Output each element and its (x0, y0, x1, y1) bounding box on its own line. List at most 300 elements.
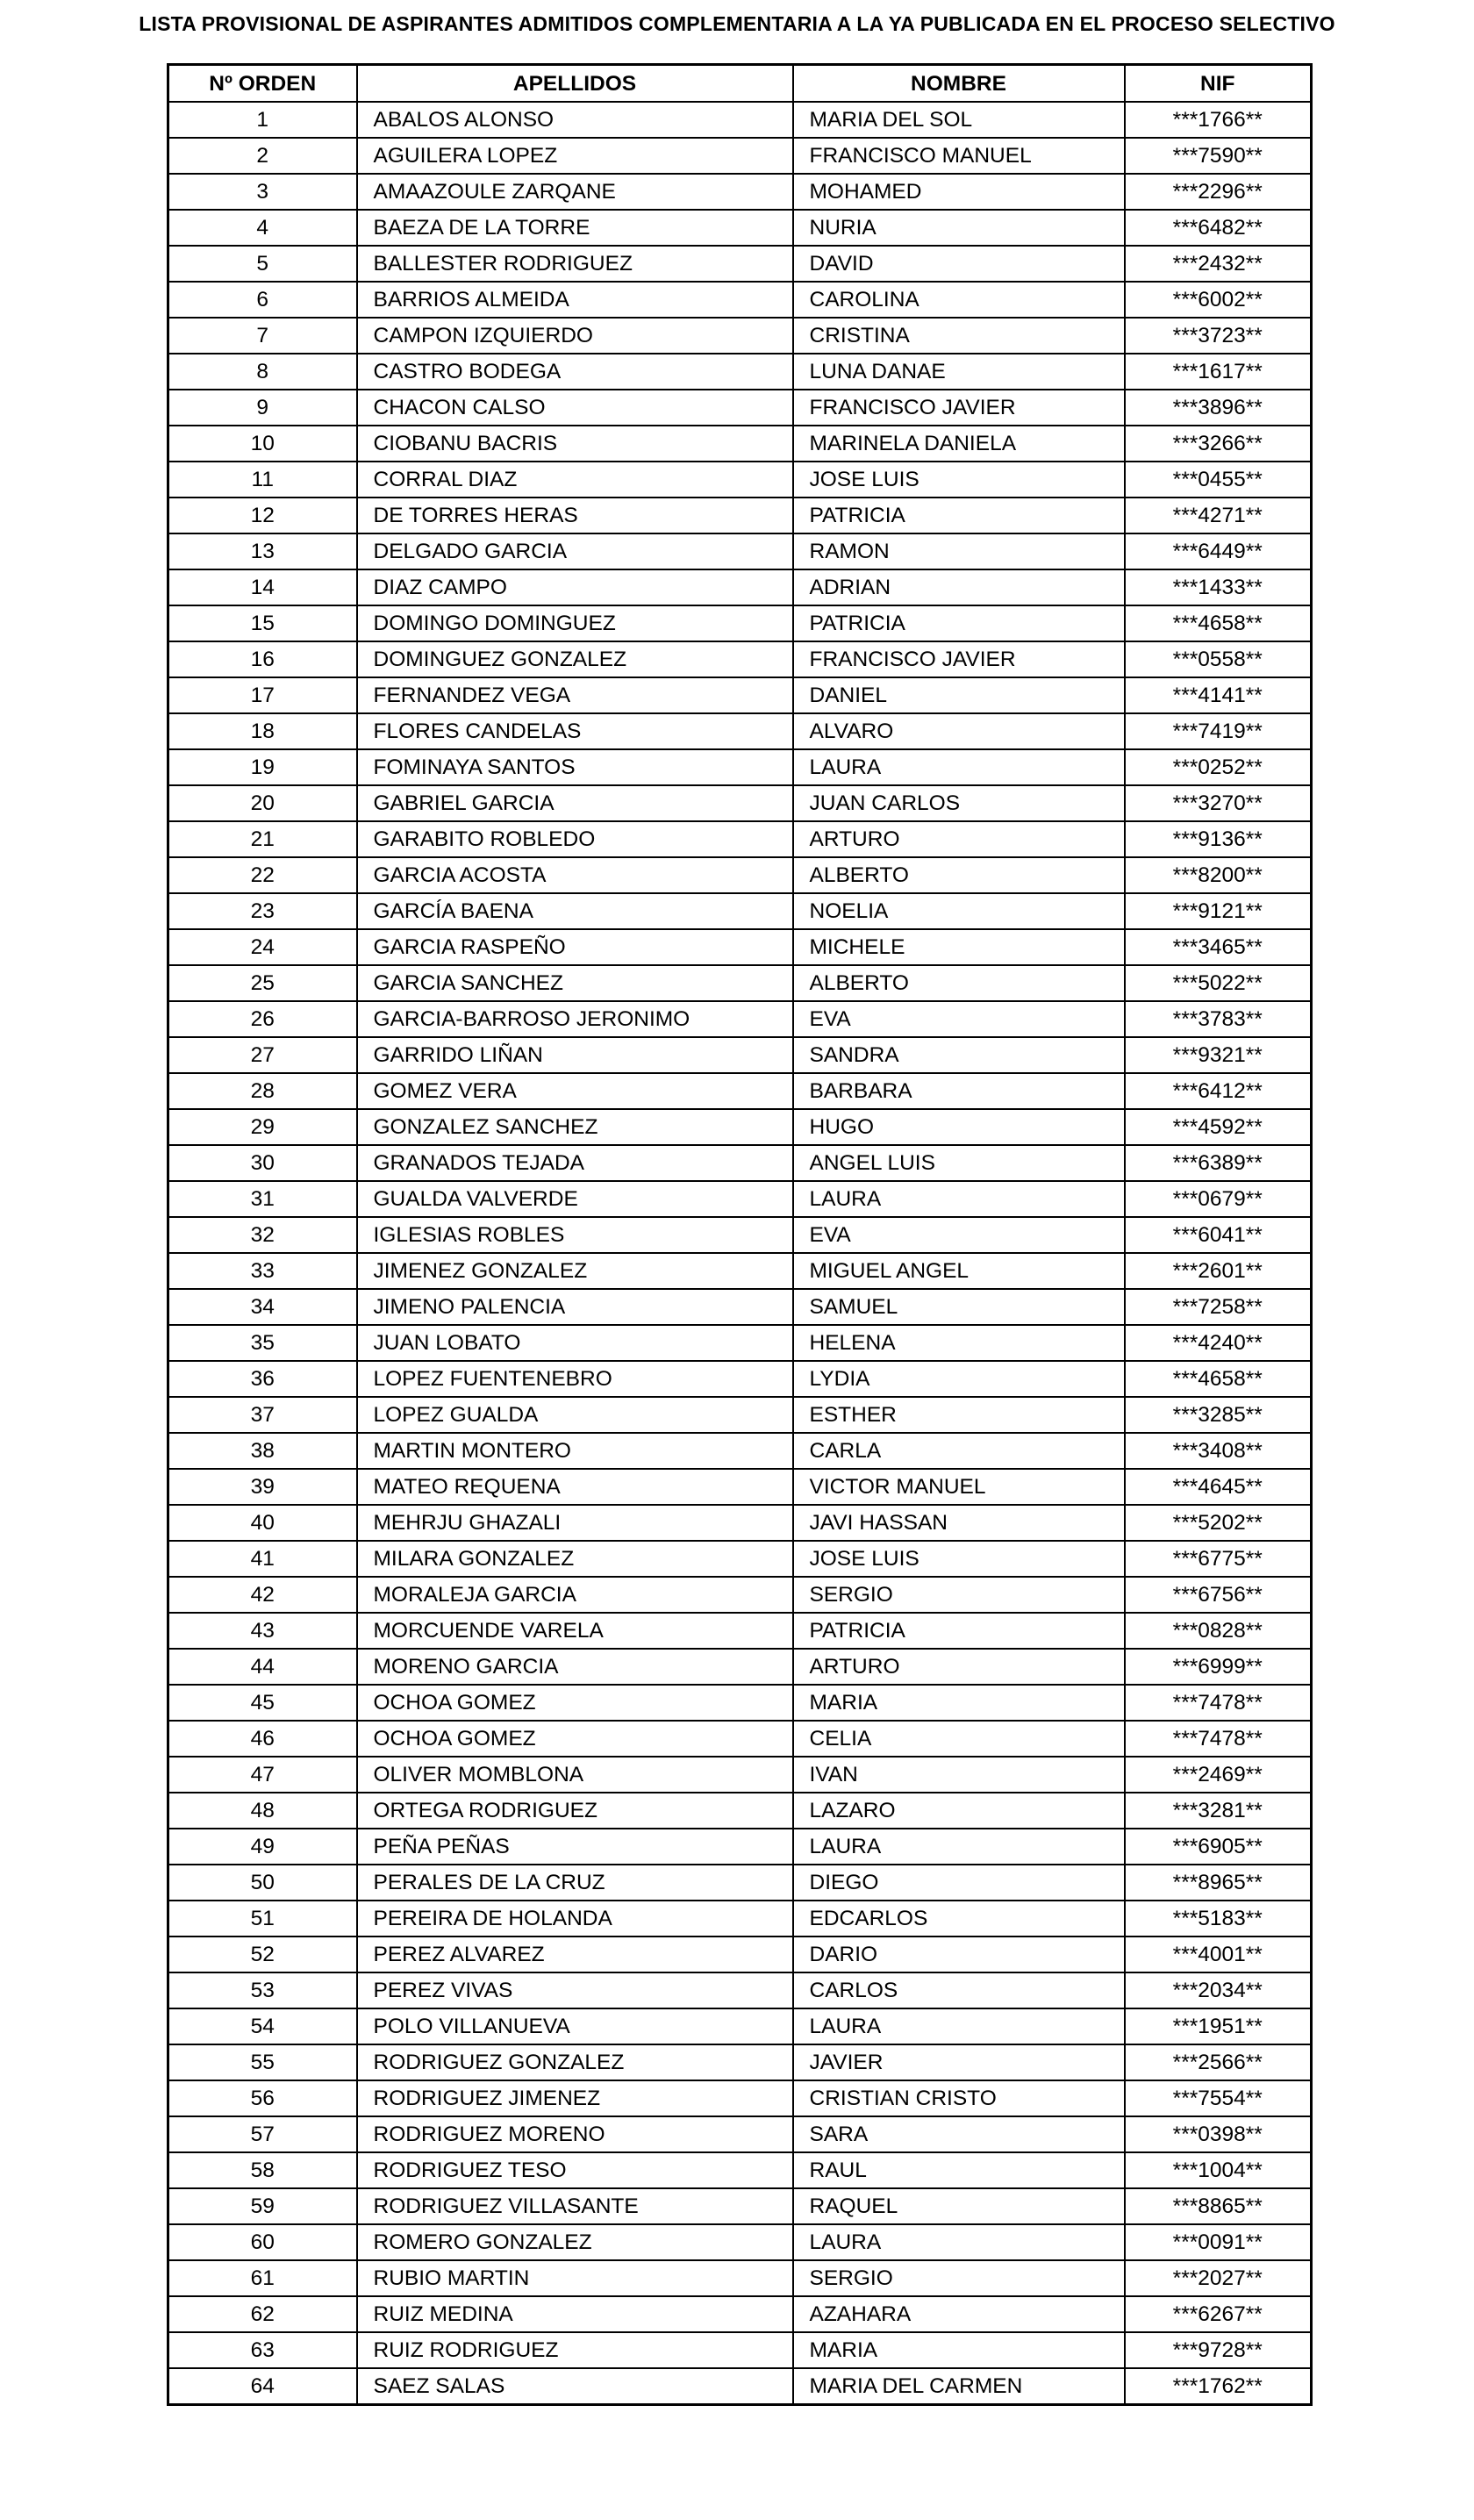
cell-orden: 37 (168, 1397, 357, 1433)
cell-nombre: FRANCISCO JAVIER (793, 641, 1125, 677)
cell-apellidos: BAEZA DE LA TORRE (357, 210, 793, 246)
cell-apellidos: BARRIOS ALMEIDA (357, 282, 793, 318)
cell-nif: ***1004** (1125, 2152, 1312, 2188)
cell-nif: ***9121** (1125, 893, 1312, 929)
table-row (168, 138, 1312, 174)
table-row (168, 210, 1312, 246)
table-row (168, 1829, 1312, 1865)
cell-apellidos: PEREZ VIVAS (357, 1972, 793, 2008)
cell-nombre: IVAN (793, 1757, 1125, 1793)
cell-orden: 23 (168, 893, 357, 929)
cell-apellidos: LOPEZ GUALDA (357, 1397, 793, 1433)
cell-apellidos: GARCIA ACOSTA (357, 857, 793, 893)
cell-apellidos: DIAZ CAMPO (357, 569, 793, 605)
cell-apellidos: DOMINGUEZ GONZALEZ (357, 641, 793, 677)
cell-apellidos: CHACON CALSO (357, 390, 793, 426)
cell-orden: 24 (168, 929, 357, 965)
cell-nif: ***7478** (1125, 1721, 1312, 1757)
cell-nif: ***6389** (1125, 1145, 1312, 1181)
cell-orden: 63 (168, 2332, 357, 2368)
cell-nombre: RAUL (793, 2152, 1125, 2188)
cell-nif: ***4141** (1125, 677, 1312, 713)
cell-orden: 7 (168, 318, 357, 354)
table-row (168, 1325, 1312, 1361)
cell-orden: 60 (168, 2224, 357, 2260)
cell-nif: ***2432** (1125, 246, 1312, 282)
cell-nombre: DIEGO (793, 1865, 1125, 1901)
cell-nombre: ARTURO (793, 1649, 1125, 1685)
cell-apellidos: RODRIGUEZ TESO (357, 2152, 793, 2188)
cell-nif: ***9321** (1125, 1037, 1312, 1073)
table-row (168, 1001, 1312, 1037)
cell-nif: ***4658** (1125, 605, 1312, 641)
cell-orden: 55 (168, 2044, 357, 2080)
cell-orden: 10 (168, 426, 357, 462)
cell-nombre: MARIA DEL CARMEN (793, 2368, 1125, 2405)
cell-nif: ***4658** (1125, 1361, 1312, 1397)
cell-nombre: LUNA DANAE (793, 354, 1125, 390)
cell-apellidos: CIOBANU BACRIS (357, 426, 793, 462)
cell-apellidos: RODRIGUEZ JIMENEZ (357, 2080, 793, 2116)
cell-nombre: JUAN CARLOS (793, 785, 1125, 821)
table-row (168, 1217, 1312, 1253)
cell-apellidos: GARCÍA BAENA (357, 893, 793, 929)
cell-apellidos: SAEZ SALAS (357, 2368, 793, 2405)
cell-nif: ***1617** (1125, 354, 1312, 390)
cell-nif: ***6041** (1125, 1217, 1312, 1253)
table-row (168, 318, 1312, 354)
cell-nif: ***3465** (1125, 929, 1312, 965)
cell-orden: 12 (168, 498, 357, 533)
cell-apellidos: FLORES CANDELAS (357, 713, 793, 749)
cell-nombre: DANIEL (793, 677, 1125, 713)
cell-nombre: ALVARO (793, 713, 1125, 749)
cell-nif: ***6449** (1125, 533, 1312, 569)
cell-apellidos: GUALDA VALVERDE (357, 1181, 793, 1217)
cell-orden: 64 (168, 2368, 357, 2405)
cell-orden: 51 (168, 1901, 357, 1937)
cell-nif: ***6775** (1125, 1541, 1312, 1577)
cell-nif: ***8200** (1125, 857, 1312, 893)
cell-nombre: ARTURO (793, 821, 1125, 857)
table-row (168, 1613, 1312, 1649)
table-row (168, 713, 1312, 749)
cell-apellidos: PERALES DE LA CRUZ (357, 1865, 793, 1901)
cell-apellidos: MATEO REQUENA (357, 1469, 793, 1505)
cell-orden: 21 (168, 821, 357, 857)
cell-orden: 32 (168, 1217, 357, 1253)
cell-orden: 2 (168, 138, 357, 174)
cell-nombre: RAQUEL (793, 2188, 1125, 2224)
cell-orden: 57 (168, 2116, 357, 2152)
cell-apellidos: DOMINGO DOMINGUEZ (357, 605, 793, 641)
cell-nif: ***2566** (1125, 2044, 1312, 2080)
cell-nif: ***0455** (1125, 462, 1312, 498)
table-row (168, 1721, 1312, 1757)
cell-nif: ***8865** (1125, 2188, 1312, 2224)
cell-nif: ***4645** (1125, 1469, 1312, 1505)
cell-orden: 4 (168, 210, 357, 246)
cell-apellidos: AGUILERA LOPEZ (357, 138, 793, 174)
cell-nombre: MARIA DEL SOL (793, 102, 1125, 138)
cell-apellidos: ORTEGA RODRIGUEZ (357, 1793, 793, 1829)
cell-orden: 38 (168, 1433, 357, 1469)
table-row (168, 1793, 1312, 1829)
cell-orden: 13 (168, 533, 357, 569)
cell-orden: 11 (168, 462, 357, 498)
cell-nif: ***0558** (1125, 641, 1312, 677)
cell-apellidos: JUAN LOBATO (357, 1325, 793, 1361)
cell-nombre: HELENA (793, 1325, 1125, 1361)
cell-nif: ***3281** (1125, 1793, 1312, 1829)
cell-nombre: JAVIER (793, 2044, 1125, 2080)
cell-nif: ***3266** (1125, 426, 1312, 462)
table-row (168, 390, 1312, 426)
table-row (168, 965, 1312, 1001)
table-row (168, 893, 1312, 929)
cell-orden: 19 (168, 749, 357, 785)
cell-orden: 20 (168, 785, 357, 821)
table-row (168, 2116, 1312, 2152)
cell-nif: ***1951** (1125, 2008, 1312, 2044)
admitted-candidates-table (167, 63, 1313, 2406)
cell-orden: 41 (168, 1541, 357, 1577)
cell-nif: ***7478** (1125, 1685, 1312, 1721)
cell-orden: 28 (168, 1073, 357, 1109)
cell-nif: ***4240** (1125, 1325, 1312, 1361)
cell-nombre: ALBERTO (793, 857, 1125, 893)
cell-nif: ***5183** (1125, 1901, 1312, 1937)
table-row (168, 1145, 1312, 1181)
cell-apellidos: POLO VILLANUEVA (357, 2008, 793, 2044)
cell-nombre: MOHAMED (793, 174, 1125, 210)
cell-nif: ***6002** (1125, 282, 1312, 318)
cell-apellidos: GOMEZ VERA (357, 1073, 793, 1109)
table-row (168, 2260, 1312, 2296)
cell-apellidos: RUIZ RODRIGUEZ (357, 2332, 793, 2368)
table-row (168, 1901, 1312, 1937)
table-row (168, 1361, 1312, 1397)
cell-apellidos: RODRIGUEZ MORENO (357, 2116, 793, 2152)
table-row (168, 174, 1312, 210)
cell-nombre: SARA (793, 2116, 1125, 2152)
cell-orden: 3 (168, 174, 357, 210)
table-row (168, 1685, 1312, 1721)
column-header-nif: NIF (1125, 65, 1312, 103)
cell-nombre: DARIO (793, 1937, 1125, 1972)
cell-orden: 8 (168, 354, 357, 390)
cell-apellidos: CAMPON IZQUIERDO (357, 318, 793, 354)
table-row (168, 1037, 1312, 1073)
table-row (168, 857, 1312, 893)
table-row (168, 354, 1312, 390)
cell-apellidos: IGLESIAS ROBLES (357, 1217, 793, 1253)
cell-orden: 1 (168, 102, 357, 138)
cell-nombre: LAURA (793, 2008, 1125, 2044)
cell-apellidos: GABRIEL GARCIA (357, 785, 793, 821)
cell-orden: 16 (168, 641, 357, 677)
cell-nombre: BARBARA (793, 1073, 1125, 1109)
cell-orden: 48 (168, 1793, 357, 1829)
cell-nombre: CELIA (793, 1721, 1125, 1757)
table-row (168, 1109, 1312, 1145)
cell-nif: ***2296** (1125, 174, 1312, 210)
cell-apellidos: GRANADOS TEJADA (357, 1145, 793, 1181)
cell-orden: 59 (168, 2188, 357, 2224)
cell-nif: ***6267** (1125, 2296, 1312, 2332)
cell-nif: ***5022** (1125, 965, 1312, 1001)
table-row (168, 641, 1312, 677)
cell-nombre: JOSE LUIS (793, 462, 1125, 498)
cell-nif: ***1766** (1125, 102, 1312, 138)
table-row (168, 1181, 1312, 1217)
cell-nombre: PATRICIA (793, 605, 1125, 641)
cell-nif: ***2027** (1125, 2260, 1312, 2296)
document-title: LISTA PROVISIONAL DE ASPIRANTES ADMITIDOS COMPLEMENTARIA A LA YA PUBLICADA EN EL PROCESO SELECTIVO (139, 12, 1335, 35)
cell-apellidos: GARCIA RASPEÑO (357, 929, 793, 965)
table-row (168, 498, 1312, 533)
table-row (168, 749, 1312, 785)
table-row (168, 2368, 1312, 2405)
cell-nombre: CARLOS (793, 1972, 1125, 2008)
cell-nombre: NOELIA (793, 893, 1125, 929)
cell-nombre: MARIA (793, 2332, 1125, 2368)
cell-nif: ***7258** (1125, 1289, 1312, 1325)
cell-orden: 45 (168, 1685, 357, 1721)
cell-nif: ***6756** (1125, 1577, 1312, 1613)
column-header-nombre: NOMBRE (793, 65, 1125, 103)
table-row (168, 2332, 1312, 2368)
cell-nombre: NURIA (793, 210, 1125, 246)
cell-apellidos: CASTRO BODEGA (357, 354, 793, 390)
cell-nombre: SERGIO (793, 1577, 1125, 1613)
cell-apellidos: GARRIDO LIÑAN (357, 1037, 793, 1073)
cell-orden: 61 (168, 2260, 357, 2296)
cell-nif: ***2034** (1125, 1972, 1312, 2008)
cell-orden: 25 (168, 965, 357, 1001)
cell-apellidos: GARCIA-BARROSO JERONIMO (357, 1001, 793, 1037)
cell-nombre: CAROLINA (793, 282, 1125, 318)
cell-nif: ***3783** (1125, 1001, 1312, 1037)
table-header-row (168, 65, 1312, 103)
table-row (168, 2044, 1312, 2080)
cell-orden: 22 (168, 857, 357, 893)
cell-nombre: DAVID (793, 246, 1125, 282)
cell-orden: 26 (168, 1001, 357, 1037)
cell-apellidos: RUIZ MEDINA (357, 2296, 793, 2332)
table-row (168, 677, 1312, 713)
cell-orden: 56 (168, 2080, 357, 2116)
cell-nombre: LAURA (793, 749, 1125, 785)
table-row (168, 2296, 1312, 2332)
cell-nif: ***1762** (1125, 2368, 1312, 2405)
cell-apellidos: ROMERO GONZALEZ (357, 2224, 793, 2260)
cell-nif: ***0679** (1125, 1181, 1312, 1217)
cell-nombre: MARIA (793, 1685, 1125, 1721)
table-row (168, 2188, 1312, 2224)
cell-orden: 42 (168, 1577, 357, 1613)
cell-nombre: CRISTINA (793, 318, 1125, 354)
cell-orden: 6 (168, 282, 357, 318)
cell-orden: 58 (168, 2152, 357, 2188)
cell-apellidos: LOPEZ FUENTENEBRO (357, 1361, 793, 1397)
cell-nombre: AZAHARA (793, 2296, 1125, 2332)
cell-apellidos: FOMINAYA SANTOS (357, 749, 793, 785)
cell-orden: 46 (168, 1721, 357, 1757)
cell-apellidos: JIMENEZ GONZALEZ (357, 1253, 793, 1289)
table-row (168, 1469, 1312, 1505)
cell-apellidos: ABALOS ALONSO (357, 102, 793, 138)
table-row (168, 1649, 1312, 1685)
cell-orden: 35 (168, 1325, 357, 1361)
cell-orden: 62 (168, 2296, 357, 2332)
cell-nif: ***3270** (1125, 785, 1312, 821)
table-row (168, 1253, 1312, 1289)
cell-apellidos: DE TORRES HERAS (357, 498, 793, 533)
cell-apellidos: PEREIRA DE HOLANDA (357, 1901, 793, 1937)
cell-nif: ***4592** (1125, 1109, 1312, 1145)
cell-nif: ***7590** (1125, 138, 1312, 174)
cell-nombre: LAURA (793, 1181, 1125, 1217)
cell-apellidos: PEÑA PEÑAS (357, 1829, 793, 1865)
cell-nombre: ANGEL LUIS (793, 1145, 1125, 1181)
cell-apellidos: OCHOA GOMEZ (357, 1721, 793, 1757)
cell-nif: ***7419** (1125, 713, 1312, 749)
cell-apellidos: BALLESTER RODRIGUEZ (357, 246, 793, 282)
cell-nombre: MICHELE (793, 929, 1125, 965)
cell-nif: ***1433** (1125, 569, 1312, 605)
cell-nif: ***0091** (1125, 2224, 1312, 2260)
table-row (168, 821, 1312, 857)
cell-nombre: HUGO (793, 1109, 1125, 1145)
cell-orden: 54 (168, 2008, 357, 2044)
cell-orden: 9 (168, 390, 357, 426)
table-row (168, 462, 1312, 498)
cell-orden: 49 (168, 1829, 357, 1865)
cell-nif: ***3723** (1125, 318, 1312, 354)
cell-nif: ***6412** (1125, 1073, 1312, 1109)
cell-nombre: LAURA (793, 1829, 1125, 1865)
cell-nombre: FRANCISCO JAVIER (793, 390, 1125, 426)
cell-nombre: LAURA (793, 2224, 1125, 2260)
cell-apellidos: PEREZ ALVAREZ (357, 1937, 793, 1972)
table-row (168, 246, 1312, 282)
cell-nombre: JAVI HASSAN (793, 1505, 1125, 1541)
cell-nombre: JOSE LUIS (793, 1541, 1125, 1577)
table-row (168, 1541, 1312, 1577)
cell-apellidos: CORRAL DIAZ (357, 462, 793, 498)
table-row (168, 282, 1312, 318)
table-row (168, 785, 1312, 821)
cell-orden: 39 (168, 1469, 357, 1505)
cell-apellidos: DELGADO GARCIA (357, 533, 793, 569)
cell-nombre: EVA (793, 1217, 1125, 1253)
cell-apellidos: FERNANDEZ VEGA (357, 677, 793, 713)
table-row (168, 1972, 1312, 2008)
cell-nif: ***9136** (1125, 821, 1312, 857)
cell-nif: ***6999** (1125, 1649, 1312, 1685)
cell-orden: 29 (168, 1109, 357, 1145)
cell-orden: 30 (168, 1145, 357, 1181)
cell-orden: 5 (168, 246, 357, 282)
cell-nif: ***4001** (1125, 1937, 1312, 1972)
cell-nombre: CRISTIAN CRISTO (793, 2080, 1125, 2116)
cell-apellidos: RODRIGUEZ GONZALEZ (357, 2044, 793, 2080)
cell-orden: 17 (168, 677, 357, 713)
table-row (168, 1073, 1312, 1109)
cell-apellidos: GARCIA SANCHEZ (357, 965, 793, 1001)
table-row (168, 102, 1312, 138)
cell-orden: 43 (168, 1613, 357, 1649)
cell-apellidos: MORCUENDE VARELA (357, 1613, 793, 1649)
cell-nombre: PATRICIA (793, 498, 1125, 533)
cell-apellidos: GARABITO ROBLEDO (357, 821, 793, 857)
table-row (168, 605, 1312, 641)
cell-orden: 52 (168, 1937, 357, 1972)
cell-orden: 50 (168, 1865, 357, 1901)
cell-orden: 40 (168, 1505, 357, 1541)
cell-apellidos: RODRIGUEZ VILLASANTE (357, 2188, 793, 2224)
cell-nif: ***3408** (1125, 1433, 1312, 1469)
cell-nombre: VICTOR MANUEL (793, 1469, 1125, 1505)
cell-nif: ***0252** (1125, 749, 1312, 785)
table-row (168, 1937, 1312, 1972)
cell-apellidos: MORALEJA GARCIA (357, 1577, 793, 1613)
cell-nombre: SAMUEL (793, 1289, 1125, 1325)
cell-nombre: SERGIO (793, 2260, 1125, 2296)
table-row (168, 1397, 1312, 1433)
table-row (168, 1757, 1312, 1793)
cell-orden: 15 (168, 605, 357, 641)
cell-nombre: CARLA (793, 1433, 1125, 1469)
cell-nombre: ADRIAN (793, 569, 1125, 605)
table-row (168, 2008, 1312, 2044)
table-row (168, 569, 1312, 605)
table-row (168, 1433, 1312, 1469)
table-row (168, 2080, 1312, 2116)
cell-apellidos: OCHOA GOMEZ (357, 1685, 793, 1721)
cell-nombre: EVA (793, 1001, 1125, 1037)
cell-nombre: RAMON (793, 533, 1125, 569)
cell-apellidos: MARTIN MONTERO (357, 1433, 793, 1469)
cell-nombre: ALBERTO (793, 965, 1125, 1001)
table-row (168, 1865, 1312, 1901)
cell-orden: 31 (168, 1181, 357, 1217)
cell-nif: ***2601** (1125, 1253, 1312, 1289)
cell-apellidos: OLIVER MOMBLONA (357, 1757, 793, 1793)
cell-nif: ***3285** (1125, 1397, 1312, 1433)
table-row (168, 2152, 1312, 2188)
cell-nif: ***0828** (1125, 1613, 1312, 1649)
cell-nif: ***8965** (1125, 1865, 1312, 1901)
cell-nif: ***5202** (1125, 1505, 1312, 1541)
table-row (168, 1289, 1312, 1325)
cell-apellidos: RUBIO MARTIN (357, 2260, 793, 2296)
cell-orden: 53 (168, 1972, 357, 2008)
table-row (168, 426, 1312, 462)
cell-nombre: SANDRA (793, 1037, 1125, 1073)
cell-nif: ***9728** (1125, 2332, 1312, 2368)
cell-apellidos: MORENO GARCIA (357, 1649, 793, 1685)
cell-orden: 14 (168, 569, 357, 605)
cell-nif: ***7554** (1125, 2080, 1312, 2116)
cell-nombre: LYDIA (793, 1361, 1125, 1397)
cell-orden: 44 (168, 1649, 357, 1685)
cell-nombre: ESTHER (793, 1397, 1125, 1433)
cell-nif: ***2469** (1125, 1757, 1312, 1793)
cell-nombre: EDCARLOS (793, 1901, 1125, 1937)
cell-nombre: MIGUEL ANGEL (793, 1253, 1125, 1289)
